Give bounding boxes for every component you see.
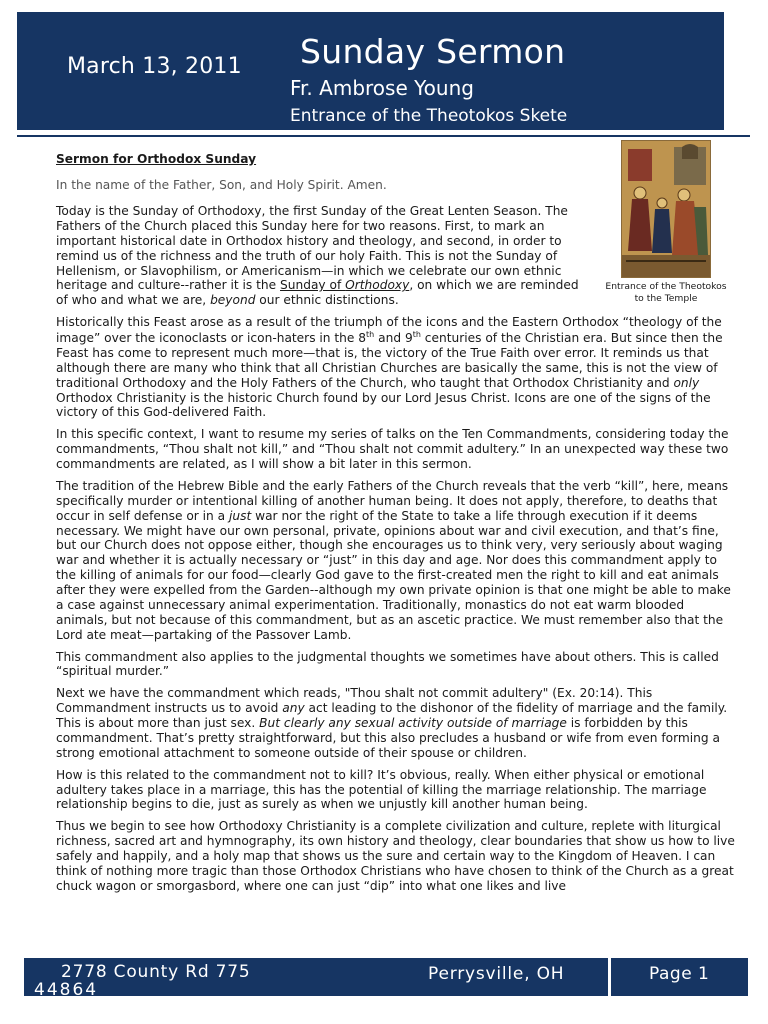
text-span: only [673, 375, 700, 390]
author-name: Fr. Ambrose Young [290, 76, 474, 100]
caption-line-2: to the Temple [634, 292, 698, 304]
paragraph-2 [56, 315, 736, 420]
caption-line-1: Entrance of the Theotokos [605, 281, 727, 292]
text-span: Today is the Sunday of Orthodoxy, the first Sunday of the Great Lenten Season. The Fathers of the Church placed this Sunday here for two reasons. First, to mark an important historical date in Orthodox history and theology, and second, in order to remind us of the richness and the truth of our holy Faith. This is not the Sunday of Hellenism, or Slavophilism, or Americanism—in which we celebrate our own ethnic heritage and culture--rather it is the [56, 204, 568, 293]
text-span: act leading to the dishonor of the fidelity of marriage and the family. This is about more than just sex. [56, 701, 728, 731]
zip-code: 44864 [34, 979, 99, 996]
paragraph-7: How is this related to the commandment not to kill? It’s obvious, really. When either physical or emotional adultery takes place in a marriage, this has the potential of killing the marriage relationship. The marriage relationship begins to die, just as surely as when we unjustly kill another human being. [56, 767, 707, 812]
text-span: war nor the right of the State to take a life through execution if it deems necessary. We might have our own personal, private, opinions about war and civil execution, and that’s fine, but our Church does not oppose either, though she encourages us to think very, very seriously about waging war and whether it is actually necessary or “just” in this day and age. Nor does this commandment apply to the killing of animals for our food—clearly God gave to the first-created men the right to kill and eat animals after they were expelled from the Garden--although my own private opinion is that one might be able to make a case against unnecessary animal experimentation. Traditionally, monastics do not eat warm blooded animals, but not because of this commandment, but as an ascetic practice. We must remember also that the Lord ate meat—partaking of the Passover Lamb. [56, 508, 731, 642]
paragraph-3: In this specific context, I want to resume my series of talks on the Ten Commandments, considering today the commandments, “Thou shalt not kill,” and “Thou shalt not commit adultery.” In an unexpected way these two commandments are related, as I will show a bit later in this sermon. [56, 427, 729, 472]
header-banner [17, 12, 724, 130]
paragraph-6 [56, 686, 736, 760]
text-span: is forbidden by this commandment. That’s pretty straightforward, but this also precludes a husband or wife from even forming a strong emotional attachment to someone outside of their spouse or children. [56, 716, 720, 760]
superscript: th [412, 330, 421, 339]
newsletter-title: Sunday Sermon [300, 32, 566, 71]
text-span: any [282, 701, 305, 716]
text-span: centuries of the Christian era. But since then the Feast has come to represent much more—that is, the victory of the True Faith over error. It reminds us that although there are many who think that all Christian Churches are basically the same, this is not the view of traditional Orthodoxy and the Holy Fathers of the Church, who taught that Orthodox Christianity and [56, 331, 723, 390]
footer-bar [24, 958, 748, 996]
sermon-date: March 13, 2011 [67, 54, 242, 79]
text-span: Orthodox Christianity is the historic Church found by our Lord Jesus Christ. Icons are one of the signs of the victory of this God-delivered Faith. [56, 390, 711, 420]
text-span: The tradition of the Hebrew Bible and the early Fathers of the Church reveals that the verb “kill”, here, means specifically murder or intentional killing of another human being. It does not apply, therefore, to deaths that occur in self defense or in a [56, 478, 729, 523]
paragraph-8: Thus we begin to see how Orthodoxy Christianity is a complete civilization and culture, replete with liturgical richness, sacred art and hymnography, its own history and theology, clear boundaries that show us how to live safely and happily, and a holy map that shows us the sure and certain way to the Kingdom of Heaven. I can think of nothing more tragic than those Orthodox Christians who have chosen to think of the Church as a great chuck wagon or smorgasbord, where one can just “dip” into what one likes and live [56, 819, 735, 893]
text-span: Historically this Feast arose as a result of the triumph of the icons and the Eastern Orthodox “theology of the image” over the iconoclasts or icon-haters in the 8 [56, 315, 722, 346]
superscript: th [366, 330, 375, 339]
header-rule [17, 135, 750, 137]
sermon-body [56, 152, 736, 901]
text-span: just [229, 508, 252, 523]
paragraph-5: This commandment also applies to the judgmental thoughts we sometimes have about others. This is called “spiritual murder.” [56, 649, 719, 679]
text-span: Sunday of [280, 278, 346, 293]
text-span: beyond [210, 293, 256, 308]
street-address: 2778 County Rd 775 [61, 962, 251, 982]
sermon-heading: Sermon for Orthodox Sunday [56, 152, 257, 166]
invocation: In the name of the Father, Son, and Holy Spirit. Amen. [56, 178, 387, 192]
page-number: Page 1 [649, 964, 710, 984]
text-span: Orthodoxy [345, 278, 410, 293]
text-span: and 9 [374, 331, 413, 346]
text-span: But clearly any sexual activity outside of marriage [259, 716, 567, 731]
monastery-name: Entrance of the Theotokos Skete [290, 106, 568, 126]
sunday-of-orthodoxy-underline [280, 278, 409, 292]
paragraph-1 [56, 204, 590, 308]
footer-divider [608, 958, 611, 996]
text-span: our ethnic distinctions. [255, 293, 399, 308]
footer-address [34, 962, 251, 996]
footer-city: Perrysville, OH [428, 964, 565, 984]
text-span: , on which we are reminded of who and what we are, [56, 278, 579, 308]
paragraph-4 [56, 479, 736, 643]
text-span: Next we have the commandment which reads, "Thou shalt not commit adultery" (Ex. 20:14). This Commandment instructs us to avoid [56, 686, 653, 716]
